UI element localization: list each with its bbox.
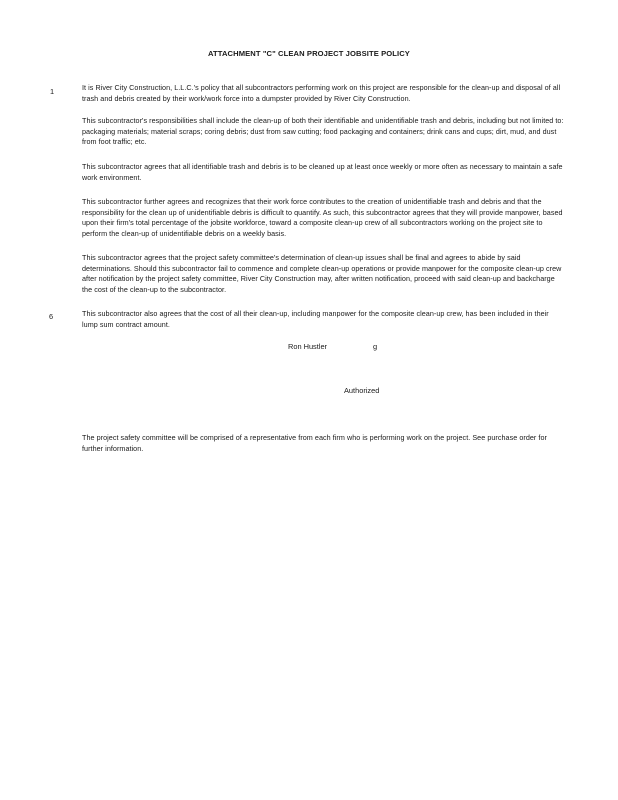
- item-number-1: 1: [50, 87, 55, 96]
- paragraph-3: This subcontractor agrees that all identifiable trash and debris is to be cleaned up at least once weekly or more often as necessary to maintain a safe work environment.: [82, 162, 563, 182]
- signature-authorized: Authorized: [344, 386, 380, 395]
- signature-mark: g: [373, 342, 378, 351]
- paragraph-2: This subcontractor's responsibilities shall include the clean-up of both their identifiable and unidentifiable trash and debris, including but not limited to: packaging materials; material scraps; coring debris; dust from saw cutting; food packaging and containers; drink cans and cups; dirt, mud, and dust from foot traffic; etc.: [82, 116, 564, 147]
- paragraph-6: This subcontractor also agrees that the cost of all their clean-up, including manpower for the composite clean-up crew, has been included in their lump sum contract amount.: [82, 309, 549, 329]
- footer-note: The project safety committee will be comprised of a representative from each firm who is performing work on the project. See purchase order for further information.: [82, 433, 547, 453]
- signature-name: Ron Hustler: [288, 342, 328, 351]
- paragraph-1: It is River City Construction, L.L.C.'s policy that all subcontractors performing work on this project are responsible for the clean-up and disposal of all trash and debris created by their work/work force into a dumpster provided by River City Construction.: [82, 83, 561, 103]
- paragraph-5: This subcontractor agrees that the project safety committee's determination of clean-up issues shall be final and agrees to abide by said determinations. Should this subcontractor fail to commence and complete clean-up operations or provide manpower for the composite clean-up crew after notification by the project safety committee, River City Construction may, after written notification, proceed with said clean-up and backcharge the cost of the clean-up to the subcontractor.: [82, 253, 562, 294]
- item-number-6: 6: [49, 312, 54, 321]
- paragraph-4: This subcontractor further agrees and recognizes that their work force contributes to the creation of unidentifiable trash and debris and that the responsibility for the clean up of unidentifiable debris is difficult to quantify. As such, this subcontractor agrees that they will provide manpower, based upon their firm's total percentage of the jobsite workforce, toward a composite clean-up crew of all subcontractors working on the project site to perform the clean-up of unidentifiable debris on a weekly basis.: [82, 197, 563, 238]
- page-title: ATTACHMENT "C" CLEAN PROJECT JOBSITE POLICY: [208, 49, 410, 58]
